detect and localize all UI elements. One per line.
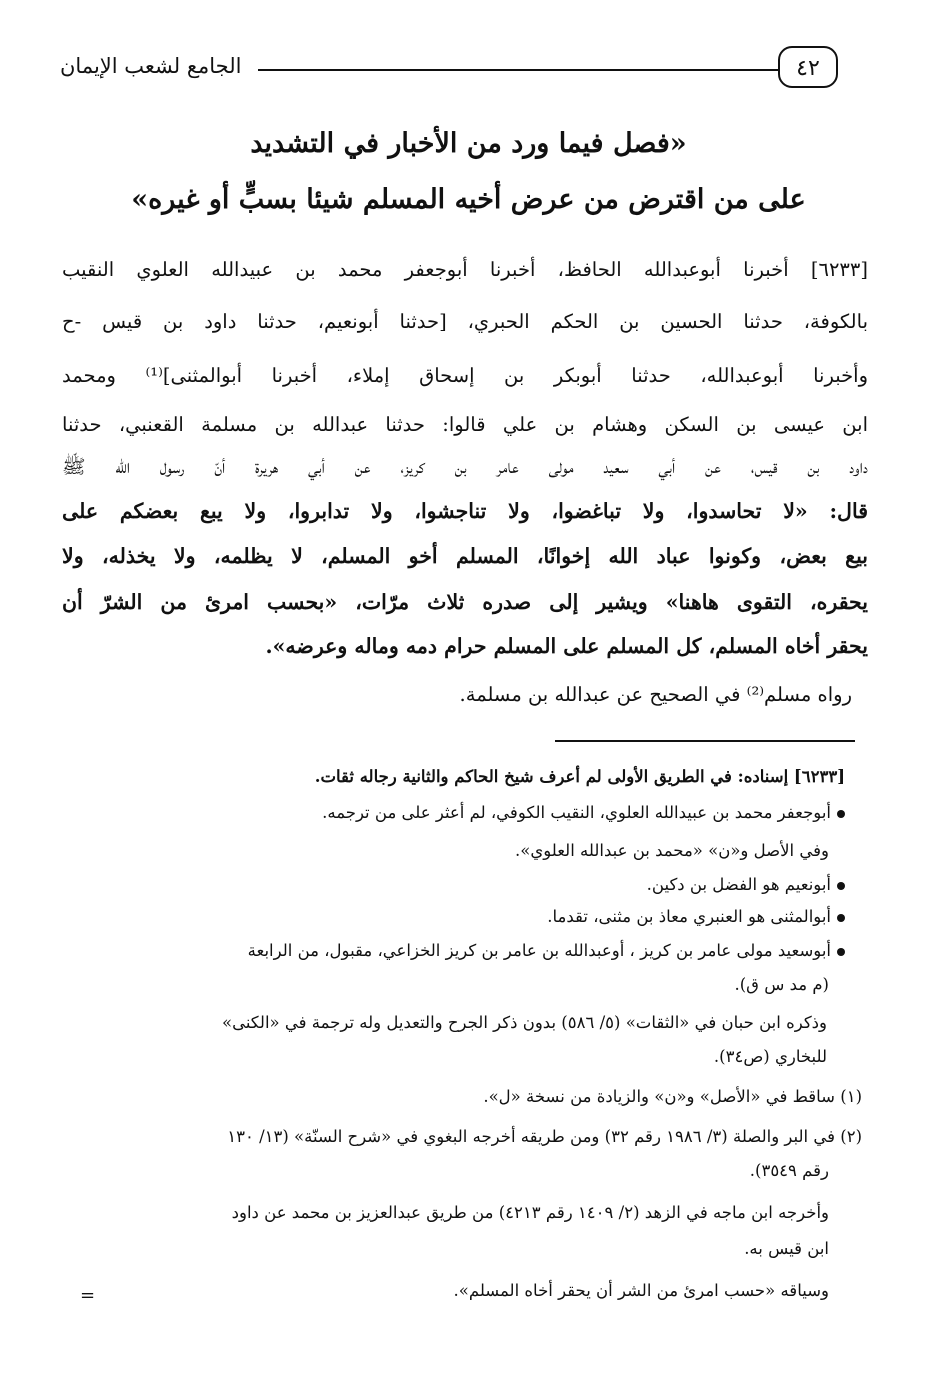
body-line: داود بن قيس، عن أبي سعيد مولى عامر بن كريز، عن أبي هريرة أنّ رسول الله ﷺ	[62, 455, 868, 478]
bullet-dot	[837, 882, 845, 890]
body-line: [٦٢٣٣] أخبرنا أبوعبدالله الحافظ، أخبرنا أبوجعفر محمد بن عبيدالله العلوي النقيب	[62, 258, 868, 281]
footnote-2-line: ابن قيس به.	[744, 1239, 829, 1258]
body-line: ابن عيسى بن السكن وهشام بن علي قالوا: حدثنا عبدالله بن مسلمة القعنبي، حدثنا	[62, 413, 868, 436]
note-line: وذكره ابن حبان في «الثقات» (٥/ ٥٨٦) بدون ذكر الجرح والتعديل وله ترجمة في «الكنى»	[221, 1013, 827, 1032]
footnote-separator	[555, 740, 855, 742]
bullet-dot	[837, 914, 845, 922]
isnad-heading: [٦٢٣٣] إسناده: في الطريق الأولى لم أعرف شيخ الحاكم والثانية رجاله ثقات.	[314, 767, 845, 786]
hadith-line: بيع بعض، وكونوا عباد الله إخوانًا، المسلم أخو المسلم، لا يظلمه، ولا يخذله، ولا	[62, 544, 868, 568]
section-heading-line-1: «فصل فيما ورد من الأخبار في التشديد	[250, 128, 687, 159]
footnote-2-line: وسياقه «حسب امرئ من الشر أن يحقر أخاه المسلم».	[453, 1281, 829, 1300]
bullet-text: أبوجعفر محمد بن عبيدالله العلوي، النقيب الكوفي، لم أعثر على من ترجمه.	[322, 803, 831, 822]
bullet-dot	[837, 810, 845, 818]
riwaya-line: رواه مسلم⁽²⁾ في الصحيح عن عبدالله بن مسلمة.	[459, 683, 852, 706]
bullet-text: أبوالمثنى هو العنبري معاذ بن مثنى، تقدما.	[547, 907, 831, 926]
bullet-item	[547, 904, 845, 930]
running-header-title: الجامع لشعب الإيمان	[60, 54, 242, 78]
footnote-1: (١) ساقط في «الأصل» و«ن» والزيادة من نسخة «ل».	[483, 1087, 862, 1106]
hadith-line: يحقر أخاه المسلم، كل المسلم على المسلم حرام دمه وماله وعرضه».	[265, 634, 868, 658]
body-line: بالكوفة، حدثنا الحسين بن الحكم الحبري، [حدثنا أبونعيم، حدثنا داود بن قيس -ح	[62, 310, 868, 333]
body-line: وأخبرنا أبوعبدالله، حدثنا أبوبكر بن إسحاق إملاء، أخبرنا أبوالمثنى]⁽¹⁾ ومحمد	[62, 364, 868, 387]
note-line: للبخاري (ص٣٤).	[713, 1047, 827, 1066]
page-number: ٤٢	[778, 46, 838, 88]
bullet-item	[248, 938, 845, 964]
section-heading-line-2: على من اقترض من عرض أخيه المسلم شيئا بسبٍّ أو غيره»	[131, 184, 806, 215]
bullet-item	[322, 800, 845, 826]
hadith-line: يحقره، التقوى هاهنا» ويشير إلى صدره ثلاث مرّات، «بحسب امرئ من الشرّ أن	[62, 590, 868, 614]
footnote-2: (٢) في البر والصلة (٣/ ١٩٨٦ رقم ٣٢) ومن طريقه أخرجه البغوي في «شرح السنّة» (١٣/ ١٣٠	[227, 1127, 862, 1146]
bullet-text: أبونعيم هو الفضل بن دكين.	[646, 875, 831, 894]
bullet-item	[647, 872, 845, 898]
hadith-line: قال: «لا تحاسدوا، ولا تباغضوا، ولا تناجشوا، ولا تدابروا، ولا يبع بعضكم على	[62, 499, 868, 523]
footnote-2-line: رقم ٣٥٤٩).	[749, 1161, 829, 1180]
bullet-continuation: وفي الأصل و«ن» «محمد بن عبدالله العلوي».	[514, 841, 829, 860]
footnote-2-line: وأخرجه ابن ماجه في الزهد (٢/ ١٤٠٩ رقم ٤٢١٣) من طريق عبدالعزيز بن محمد عن داود	[231, 1203, 829, 1222]
bullet-continuation: (م مد س ق).	[734, 975, 829, 994]
header-rule	[258, 69, 778, 71]
bullet-dot	[837, 948, 845, 956]
continuation-mark: =	[80, 1285, 96, 1306]
bullet-text: أبوسعيد مولى عامر بن كريز ، أوعبدالله بن عامر بن كريز الخزاعي، مقبول، من الرابعة	[247, 941, 831, 960]
